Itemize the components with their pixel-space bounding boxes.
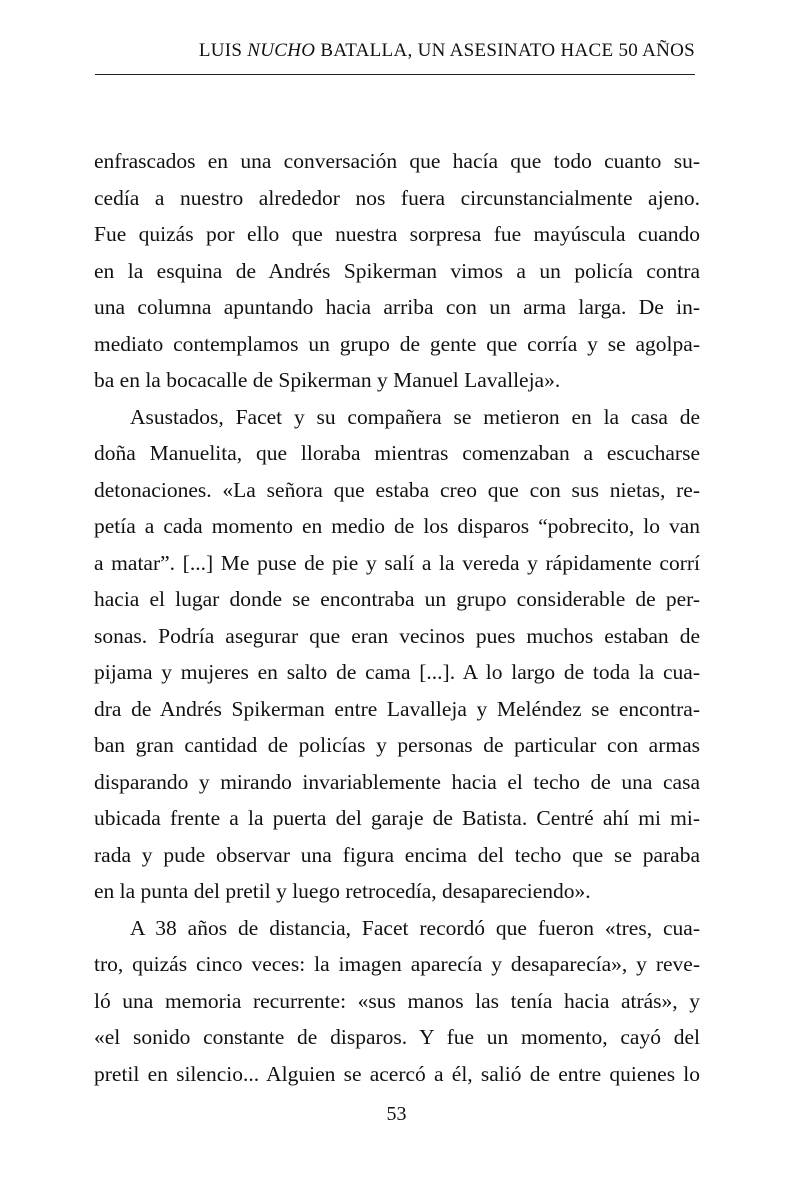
header-rule — [95, 74, 695, 75]
text-line: mediato contemplamos un grupo de gente que corría y se agolpa- — [94, 331, 700, 356]
text-line: cedía a nuestro alrededor nos fuera circunstancialmente ajeno. — [94, 185, 700, 210]
text-line: sonas. Podría asegurar que eran vecinos pues muchos estaban de — [94, 623, 700, 648]
text-line: Fue quizás por ello que nuestra sorpresa fue mayúscula cuando — [94, 222, 700, 246]
text-line: rada y pude observar una figura encima del techo que se paraba — [94, 842, 700, 867]
page-number: 53 — [386, 1103, 407, 1125]
text-line: ban gran cantidad de policías y personas de particular con armas — [94, 733, 700, 757]
text-line: Asustados, Facet y su compañera se metieron en la casa de — [130, 404, 700, 429]
text-line: pijama y mujeres en salto de cama [...]. A lo largo de toda la cua- — [94, 660, 700, 684]
text-line: hacia el lugar donde se encontraba un grupo considerable de per- — [94, 587, 700, 611]
text-line: a matar”. [...] Me puse de pie y salí a la vereda y rápidamente corrí — [94, 550, 700, 575]
text-line: dra de Andrés Spikerman entre Lavalleja y Meléndez se encontra- — [94, 696, 700, 721]
text-line: doña Manuelita, que lloraba mientras comenzaban a escucharse — [94, 441, 700, 465]
text-line: pretil en silencio... Alguien se acercó a él, salió de entre quienes lo — [94, 1061, 700, 1086]
text-line: petía a cada momento en medio de los disparos “pobrecito, lo van — [94, 514, 700, 538]
body-text — [94, 143, 700, 1092]
header-author-nickname: NUCHO — [247, 40, 316, 61]
text-line: detonaciones. «La señora que estaba creo que con sus nietas, re- — [94, 477, 700, 502]
running-header — [95, 40, 695, 62]
text-line: A 38 años de distancia, Facet recordó que fueron «tres, cua- — [130, 915, 700, 940]
text-line: disparando y mirando invariablemente hacia el techo de una casa — [94, 769, 700, 794]
text-line: en la esquina de Andrés Spikerman vimos a un policía contra — [94, 258, 700, 283]
header-title: BATALLA, UN ASESINATO HACE 50 AÑOS — [315, 40, 695, 61]
text-line: enfrascados en una conversación que hacía que todo cuanto su- — [94, 149, 700, 173]
text-line: en la punta del pretil y luego retrocedía, desapareciendo». — [94, 879, 591, 903]
text-line: ló una memoria recurrente: «sus manos las tenía hacia atrás», y — [94, 988, 700, 1013]
text-line: «el sonido constante de disparos. Y fue un momento, cayó del — [94, 1025, 700, 1049]
text-line: una columna apuntando hacia arriba con un arma larga. De in- — [94, 295, 700, 319]
text-line: tro, quizás cinco veces: la imagen aparecía y desaparecía», y reve- — [94, 952, 700, 976]
text-line: ubicada frente a la puerta del garaje de Batista. Centré ahí mi mi- — [94, 806, 700, 830]
text-line: ba en la bocacalle de Spikerman y Manuel Lavalleja». — [94, 368, 561, 392]
header-author-first: LUIS — [198, 40, 248, 61]
